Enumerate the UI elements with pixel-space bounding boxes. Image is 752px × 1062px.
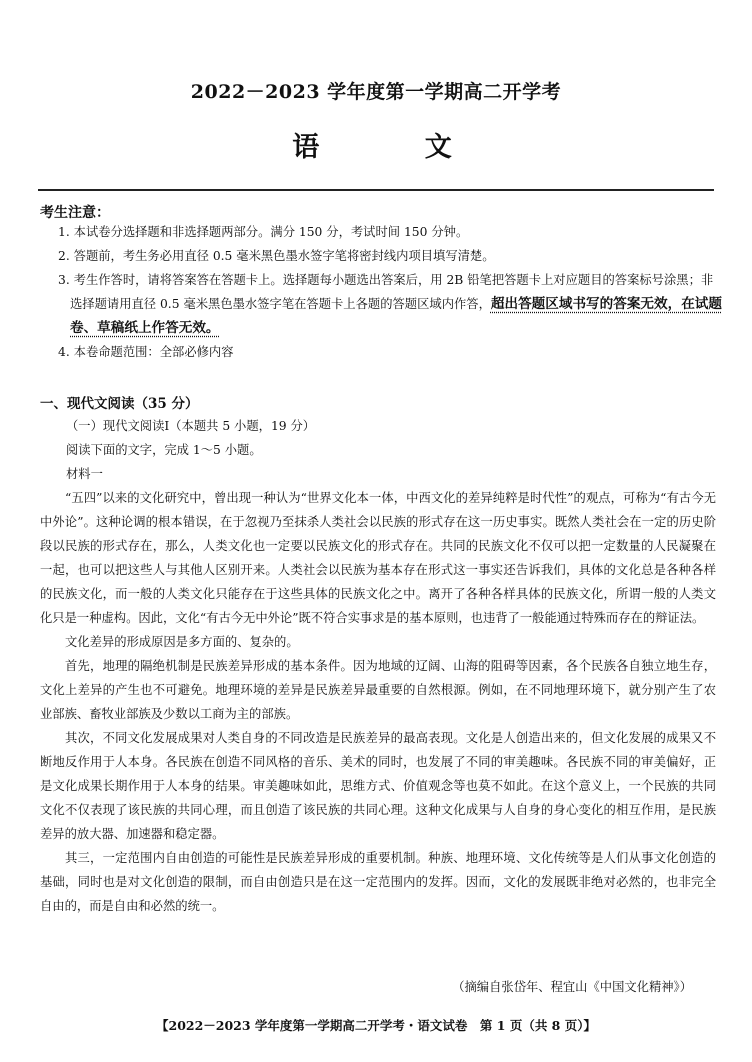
passage-paragraph: 其三，一定范围内自由创造的可能性是民族差异形成的重要机制。种族、地理环境、文化传统等是人们从事文化创造的基础，同时也是对文化创造的限制，而自由创造只是在这一定范围内的发挥。因而，文化的发展既非绝对必然的，也非完全自由的，而是自由和必然的统一。 <box>40 851 716 913</box>
notice-emphasis: 超出答题区域书写的答案无效，在试题卷、草稿纸上作答无效。 <box>70 296 722 336</box>
instruction: 阅读下面的文字，完成 1～5 小题。 <box>66 443 262 457</box>
passage-paragraph: “五四”以来的文化研究中，曾出现一种认为“世界文化本一体，中西文化的差异纯粹是时代性”的观点，可称为“有古今无中外论”。这种论调的根本错误，在于忽视乃至抹杀人类社会以民族的形式存在这一历史事实。既然人类社会在一定的历史阶段以民族的形式存在，那么，人类文化也一定要以民族文化的形式存在。共同的民族文化不仅可以把一定数量的人民凝聚在一起，也可以把这些人与其他人区别开来。人类社会以民族为基本存在形式这一事实还告诉我们，具体的文化总是各种各样的民族文化，而一般的人类文化只能存在于这些具体的民族文化之中。离开了各种各样具体的民族文化，所谓一般的人类文化只是一种虚构。因此，文化“有古今无中外论”既不符合实事求是的基本原则，也违背了一般能通过特殊而存在的辩证法。 <box>40 491 716 625</box>
notice-item: 4. 本卷命题范围：全部必修内容 <box>58 345 234 359</box>
header-divider <box>38 189 714 191</box>
material-label: 材料一 <box>66 467 103 481</box>
sub-heading: （一）现代文阅读Ⅰ（本题共 5 小题，19 分） <box>66 419 316 433</box>
passage-paragraph: 首先，地理的隔绝机制是民族差异形成的基本条件。因为地域的辽阔、山海的阻碍等因素，各个民族各自独立地生存，文化上差异的产生也不可避免。地理环境的差异是民族差异最重要的自然根源。例如，在不同地理环境下，就分别产生了农业部族、畜牧业部族及少数以工商为主的部族。 <box>40 659 716 721</box>
notice-heading: 考生注意： <box>40 205 110 221</box>
notice-item: 1. 本试卷分选择题和非选择题两部分。满分 150 分，考试时间 150 分钟。 <box>58 225 469 239</box>
notice-list <box>58 220 722 364</box>
notice-item-text: 3. 考生作答时，请将答案答在答题卡上。选择题每小题选出答案后，用 2B 铅笔把答题卡上对应题目的答案标号涂黑；非选择题请用直径 0.5 毫米黑色墨水签字笔在答题卡上各题的答题区域内作答， <box>58 273 714 311</box>
section-heading: 一、现代文阅读（35 分） <box>40 396 199 412</box>
notice-item <box>58 268 722 340</box>
passage-paragraph: 文化差异的形成原因是多方面的、复杂的。 <box>65 635 299 649</box>
passage-source: （摘编自张岱年、程宜山《中国文化精神》） <box>452 980 692 994</box>
reading-passage <box>40 486 716 918</box>
exam-title: 2022－2023 学年度第一学期高二开学考 <box>190 81 562 103</box>
notice-item: 2. 答题前，考生务必用直径 0.5 毫米黑色墨水签字笔将密封线内项目填写清楚。 <box>58 249 495 263</box>
passage-paragraph: 其次，不同文化发展成果对人类自身的不同改造是民族差异的最高表现。文化是人创造出来的，但文化发展的成果又不断地反作用于人本身。各民族在创造不同风格的音乐、美术的同时，也发展了不同的审美趣味。各民族不同的审美偏好，正是文化成果长期作用于人本身的结果。审美趣味如此，思维方式、价值观念等也莫不如此。在这个意义上，一个民族的共同文化不仅表现了该民族的共同心理，而且创造了该民族的共同心理。这种文化成果与人自身的身心变化的相互作用，是民族差异的放大器、加速器和稳定器。 <box>40 731 716 841</box>
subject-title: 语 文 <box>292 132 500 163</box>
page-footer: 【2022－2023 学年度第一学期高二开学考・语文试卷 第 1 页（共 8 页）】 <box>156 1018 596 1033</box>
section-intro <box>66 414 716 486</box>
